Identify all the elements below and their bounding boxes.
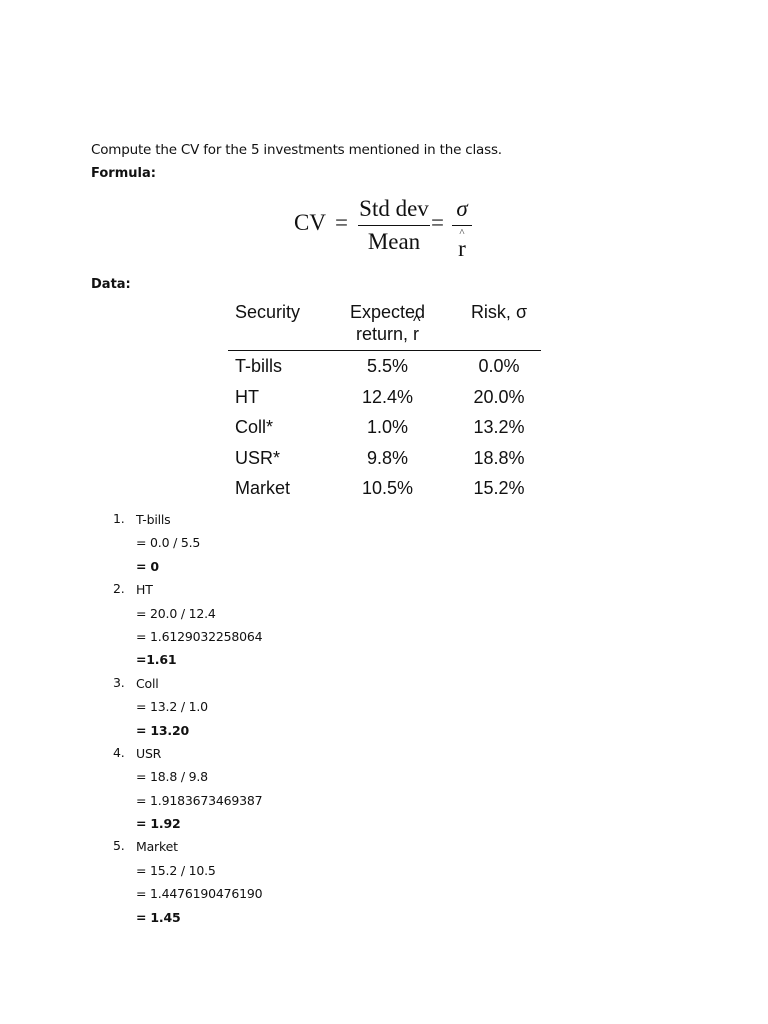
step-result: =1.61	[136, 652, 177, 668]
table-row	[228, 351, 541, 382]
list-item	[113, 838, 262, 932]
header-security: Security	[235, 302, 301, 322]
cv-computations	[113, 511, 262, 932]
data-label: Data:	[91, 277, 131, 292]
step-title: Coll	[136, 675, 159, 691]
step-title: T-bills	[136, 512, 171, 527]
cell-risk: 18.8%	[473, 447, 525, 468]
formula-fraction-sigma-r	[452, 195, 472, 261]
step-number: 1.	[113, 511, 125, 526]
cell-expected: 12.4%	[361, 386, 414, 407]
step-line: = 13.2 / 1.0	[136, 699, 208, 715]
step-number: 4.	[113, 744, 125, 760]
fraction-bar	[452, 225, 472, 226]
step-line: = 1.6129032258064	[136, 628, 263, 644]
step-line: = 1.9183673469387	[136, 792, 263, 808]
table-row	[228, 412, 541, 443]
header-expected-return	[340, 301, 435, 345]
cell-expected: 9.8%	[366, 447, 409, 468]
step-title: USR	[136, 745, 162, 761]
cell-expected: 10.5%	[361, 478, 414, 498]
intro-text: Compute the CV for the 5 investments mentioned in the class.	[91, 142, 502, 158]
step-result: = 13.20	[136, 722, 189, 738]
formula-label: Formula:	[91, 166, 156, 181]
formula-hat: ^	[459, 227, 465, 239]
table-header	[228, 299, 541, 351]
formula-sigma: σ	[456, 196, 468, 221]
formula-equals-2: =	[431, 210, 444, 235]
step-line: = 18.8 / 9.8	[136, 769, 208, 785]
list-item	[113, 511, 262, 581]
table-row	[228, 443, 541, 474]
formula-fraction-std-mean	[358, 195, 430, 256]
cell-security: HT	[235, 386, 259, 407]
cell-security: T-bills	[235, 356, 283, 376]
cell-security: Coll*	[235, 417, 274, 437]
header-expected-line1: Expected	[349, 302, 426, 322]
fraction-bar	[358, 225, 430, 226]
step-result: = 1.92	[136, 816, 181, 832]
cell-expected: 1.0%	[366, 417, 409, 437]
cell-security: USR*	[235, 447, 281, 468]
cell-risk: 0.0%	[478, 356, 520, 376]
header-expected-line2: return,	[355, 324, 414, 344]
list-item	[113, 675, 262, 745]
list-item	[113, 745, 262, 839]
table-row	[228, 473, 541, 504]
header-risk: Risk, σ	[470, 302, 528, 322]
cell-expected: 5.5%	[366, 356, 409, 376]
step-line: = 20.0 / 12.4	[136, 605, 216, 621]
table-row	[228, 382, 541, 413]
step-title: HT	[136, 582, 153, 598]
formula-numerator: Std dev	[359, 196, 429, 221]
formula-r: r	[458, 236, 466, 261]
data-table	[228, 299, 541, 504]
step-title: Market	[136, 839, 178, 855]
list-item	[113, 581, 262, 675]
r-hat-symbol: ^ r	[413, 323, 419, 345]
step-number: 2.	[113, 581, 125, 597]
step-result: = 0	[136, 558, 159, 574]
cv-formula	[294, 195, 494, 270]
step-line: = 1.4476190476190	[136, 886, 263, 902]
cell-risk: 13.2%	[473, 417, 525, 437]
formula-lhs: CV	[294, 210, 326, 235]
step-result: = 1.45	[136, 909, 181, 925]
step-line: = 15.2 / 10.5	[136, 862, 216, 878]
formula-denominator: Mean	[367, 229, 421, 254]
step-number: 3.	[113, 674, 125, 690]
formula-equals-1: =	[335, 210, 348, 235]
cell-risk: 15.2%	[473, 478, 525, 498]
step-line: = 0.0 / 5.5	[136, 535, 201, 551]
cell-security: Market	[235, 478, 291, 498]
step-number: 5.	[113, 838, 125, 854]
cell-risk: 20.0%	[473, 386, 525, 407]
